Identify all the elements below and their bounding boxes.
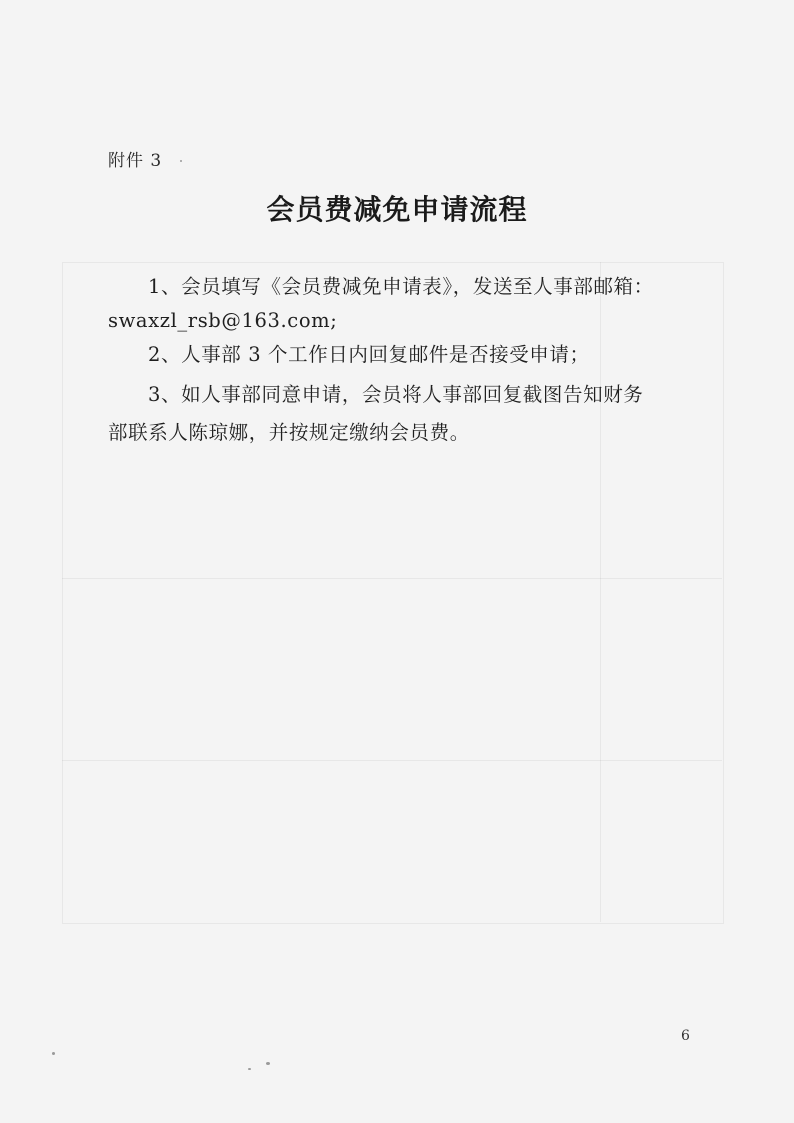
scan-speck <box>266 1062 270 1065</box>
scan-speck <box>248 1068 251 1070</box>
bleed-through-line <box>62 578 722 579</box>
page-number: 6 <box>681 1028 690 1044</box>
step-3-continuation: 部联系人陈琼娜，并按规定缴纳会员费。 <box>108 421 470 444</box>
attachment-label: 附件 3 <box>108 151 163 171</box>
step-1-text: 1、会员填写《会员费减免申请表》，发送至人事部邮箱： <box>148 275 654 298</box>
step-1-email: swaxzl_rsb@163.com; <box>108 309 338 332</box>
step-2-text: 2、人事部 3 个工作日内回复邮件是否接受申请； <box>148 343 590 366</box>
bleed-through-line <box>62 760 722 761</box>
scan-speck <box>52 1052 55 1055</box>
page-title: 会员费减免申请流程 <box>266 193 528 226</box>
step-3-text: 3、如人事部同意申请，会员将人事部回复截图告知财务 <box>148 383 644 406</box>
scan-speck <box>180 160 182 162</box>
